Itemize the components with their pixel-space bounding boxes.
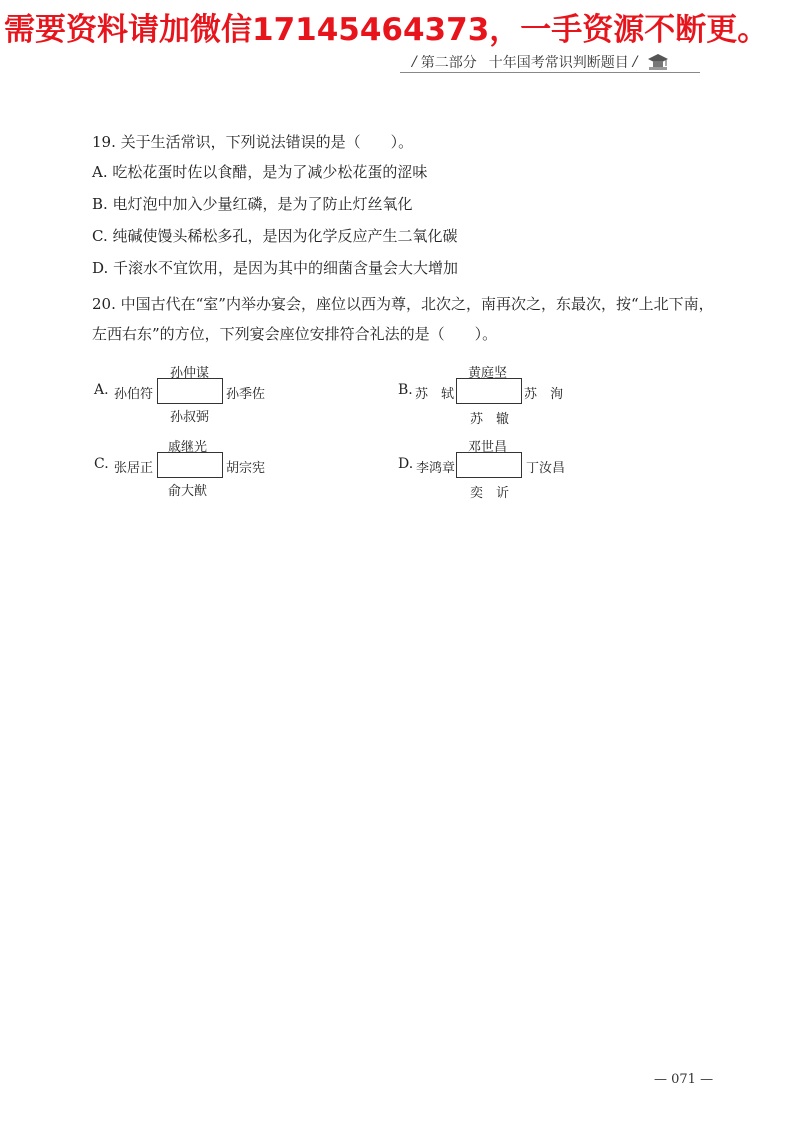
running-head-title: 十年国考常识判断题目 bbox=[488, 55, 629, 71]
seat-east: 苏 洵 bbox=[524, 387, 564, 402]
seat-north: 戚继光 bbox=[168, 440, 208, 455]
seat-east: 胡宗宪 bbox=[226, 461, 266, 476]
option-d-letter: D. bbox=[398, 456, 414, 472]
seat-south: 俞大猷 bbox=[168, 484, 208, 499]
seat-west: 孙伯符 bbox=[114, 387, 154, 402]
seat-east: 孙季佐 bbox=[226, 387, 266, 402]
question-19-option-a: A. 吃松花蛋时佐以食醋，是为了减少松花蛋的涩味 bbox=[92, 163, 428, 181]
option-c-letter: C. bbox=[94, 456, 109, 472]
seat-west: 李鸿章 bbox=[416, 461, 456, 476]
seat-south: 孙叔弼 bbox=[170, 410, 210, 425]
question-19-option-b: B. 电灯泡中加入少量红磷，是为了防止灯丝氧化 bbox=[92, 195, 413, 213]
table-box bbox=[157, 452, 223, 478]
seat-north: 邓世昌 bbox=[468, 440, 508, 455]
seat-west: 张居正 bbox=[114, 461, 154, 476]
option-b-letter: B. bbox=[398, 382, 413, 398]
running-head-part: 第二部分 bbox=[420, 55, 477, 71]
seat-north: 黄庭坚 bbox=[468, 366, 508, 381]
seat-north: 孙仲谋 bbox=[170, 366, 210, 381]
page-number: — 071 — bbox=[654, 1072, 714, 1087]
question-19-option-c: C. 纯碱使馒头稀松多孔，是因为化学反应产生二氧化碳 bbox=[92, 227, 458, 245]
question-20-stem-line1: 20. 中国古代在“室”内举办宴会，座位以西为尊，北次之，南再次之，东最次，按“上北下南， bbox=[92, 295, 714, 313]
graduation-cap-icon bbox=[647, 53, 669, 71]
question-19-option-d: D. 千滚水不宜饮用，是因为其中的细菌含量会大大增加 bbox=[92, 259, 459, 277]
option-a-letter: A. bbox=[94, 382, 109, 398]
header-rule bbox=[400, 72, 700, 73]
seat-west: 苏 轼 bbox=[415, 387, 455, 402]
seat-east: 丁汝昌 bbox=[526, 461, 566, 476]
table-box bbox=[456, 452, 522, 478]
watermark-banner: 需要资料请加微信17145464373，一手资源不断更。 bbox=[4, 12, 769, 48]
question-19-stem: 19. 关于生活常识，下列说法错误的是（ ）。 bbox=[92, 133, 414, 151]
seat-south: 苏 辙 bbox=[470, 412, 510, 427]
seat-south: 奕 䜣 bbox=[470, 486, 510, 501]
table-box bbox=[157, 378, 223, 404]
question-20-stem-line2: 左西右东”的方位，下列宴会座位安排符合礼法的是（ ）。 bbox=[92, 325, 498, 343]
running-head: / 第二部分 十年国考常识判断题目 / bbox=[408, 52, 669, 72]
table-box bbox=[456, 378, 522, 404]
